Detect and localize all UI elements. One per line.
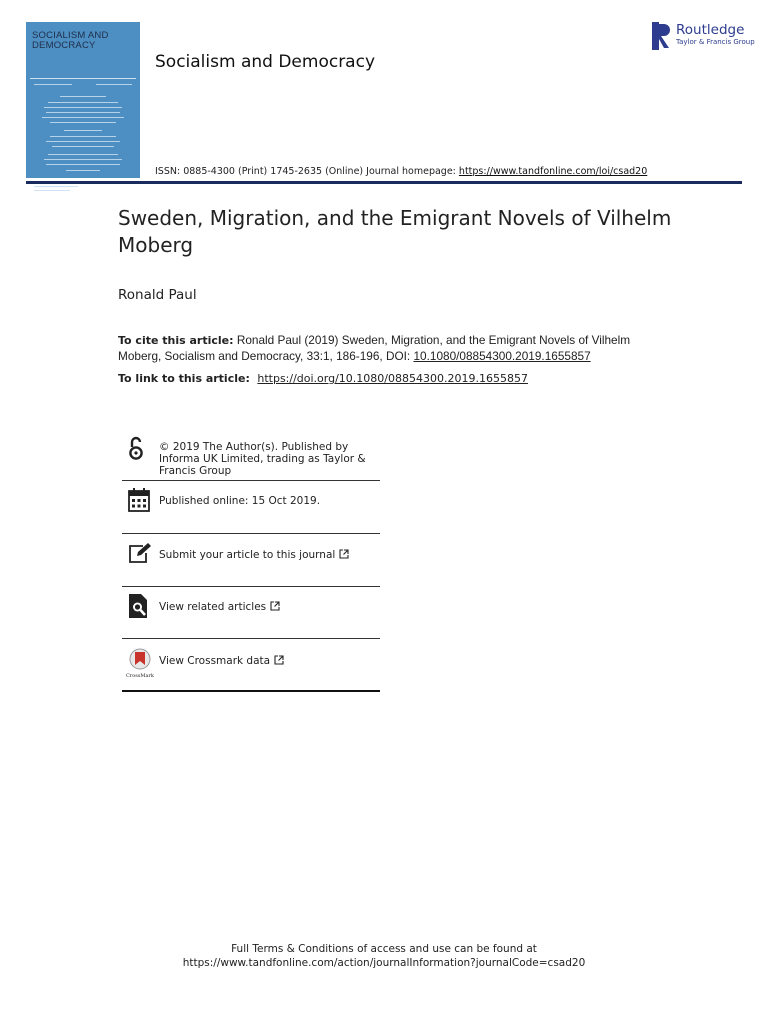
cover-text-line: [48, 154, 118, 155]
footer: [0, 942, 768, 970]
cover-text-line: [66, 170, 100, 171]
cover-text-line: [46, 112, 120, 113]
cover-title: SOCIALISM AND DEMOCRACY: [32, 30, 109, 51]
cover-text-line: [50, 122, 116, 123]
doi-link[interactable]: 10.1080/08854300.2019.1655857: [413, 348, 591, 363]
citation: [118, 333, 658, 364]
footer-terms-text: Full Terms & Conditions of access and use can be found at: [231, 943, 537, 955]
link-label: To link to this article:: [118, 372, 250, 385]
submit-article-item[interactable]: [122, 540, 380, 580]
crossmark-label: View Crossmark data: [159, 655, 271, 667]
cover-text-line: [42, 117, 124, 118]
cover-text-line: [64, 130, 102, 131]
cover-text-line: [34, 186, 78, 187]
crossmark-link[interactable]: [159, 655, 284, 668]
publisher-group: Taylor & Francis Group: [676, 38, 755, 46]
cover-text-line: [50, 136, 116, 137]
cover-text-line: [46, 141, 120, 142]
crossmark-icon: [126, 648, 154, 679]
external-link-icon: [339, 549, 349, 562]
cover-text-line: [34, 190, 70, 191]
published-date-text: Published online: 15 Oct 2019.: [159, 495, 321, 507]
routledge-logo-icon: [652, 22, 672, 54]
search-document-icon: [128, 593, 150, 623]
cover-text-line: [52, 146, 114, 147]
cover-text-line: [34, 84, 72, 85]
issn-text: ISSN: 0885-4300 (Print) 1745-2635 (Online) Journal homepage:: [155, 166, 456, 177]
related-articles-item[interactable]: [122, 592, 380, 632]
crossmark-logo-label: CrossMark: [126, 673, 154, 679]
author-name: Ronald Paul: [118, 287, 197, 303]
related-articles-label: View related articles: [159, 601, 267, 613]
cite-label: To cite this article:: [118, 334, 234, 347]
submit-article-label: Submit your article to this journal: [159, 549, 336, 561]
info-bottom-rule: [122, 690, 380, 692]
cover-text-line: [60, 96, 106, 97]
external-link-icon: [270, 601, 280, 614]
article-url-link[interactable]: https://doi.org/10.1080/08854300.2019.1655857: [257, 372, 528, 385]
open-access-item: [122, 436, 380, 480]
issn-line: [155, 166, 647, 177]
publisher-logo: [676, 22, 755, 47]
open-access-icon: [128, 436, 144, 466]
external-link-icon: [274, 655, 284, 668]
cover-divider: [30, 78, 136, 79]
cover-text-line: [96, 84, 132, 85]
cover-text-line: [44, 159, 122, 160]
submit-article-link[interactable]: [159, 549, 349, 562]
published-item: [122, 486, 380, 526]
article-link: [118, 372, 528, 385]
calendar-icon: [128, 488, 150, 516]
cover-text-line: [44, 107, 122, 108]
journal-cover: [26, 22, 140, 178]
header-rule: [26, 181, 742, 184]
cite-text: Ronald Paul (2019) Sweden, Migration, and the Emigrant Novels of Vilhelm Moberg, Socialism and Democracy, 33:1, 186-196, DOI:: [118, 333, 631, 363]
info-divider: [122, 480, 380, 481]
crossmark-item[interactable]: [122, 646, 380, 686]
article-title: Sweden, Migration, and the Emigrant Novels of Vilhelm Moberg: [118, 206, 672, 257]
open-access-text: © 2019 The Author(s). Published by Informa UK Limited, trading as Taylor & Francis Group: [159, 441, 366, 477]
cover-text-line: [48, 102, 118, 103]
related-articles-link[interactable]: [159, 601, 280, 614]
footer-terms-link[interactable]: https://www.tandfonline.com/action/journalInformation?journalCode=csad20: [182, 957, 586, 969]
info-divider: [122, 533, 380, 534]
cover-text-line: [46, 164, 120, 165]
edit-icon: [128, 542, 152, 568]
info-divider: [122, 638, 380, 639]
journal-homepage-link[interactable]: https://www.tandfonline.com/loi/csad20: [458, 166, 648, 177]
info-divider: [122, 586, 380, 587]
journal-name: Socialism and Democracy: [155, 52, 376, 72]
publisher-name: Routledge: [676, 22, 745, 38]
